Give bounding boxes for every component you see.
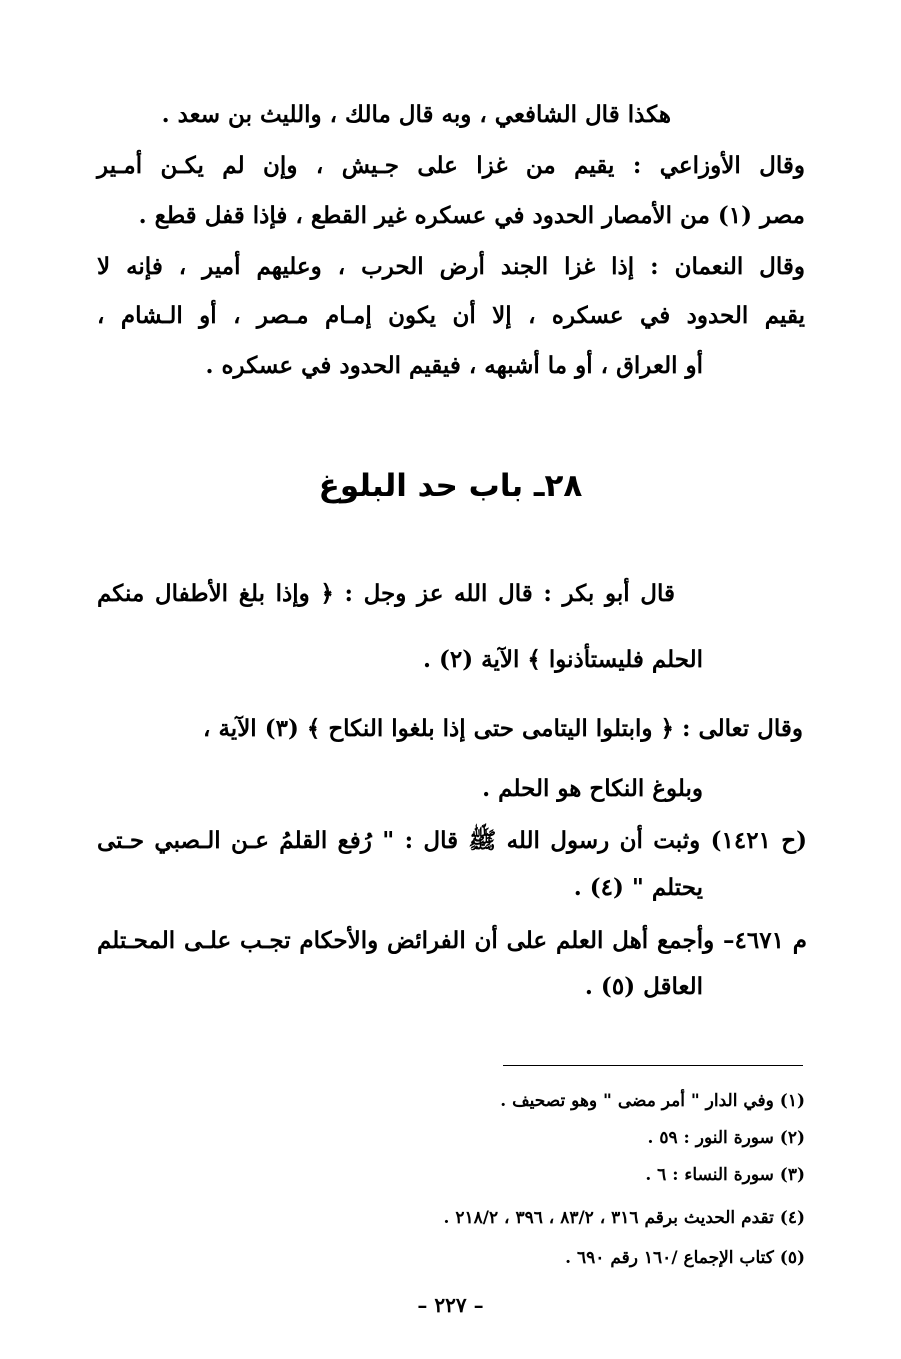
text-line: وقال الأوزاعي : يقيم من غزا على جـيش ، وإن لم يكـن أمـير: [97, 152, 805, 179]
text-line: الحلم فليستأذنوا ﴾ الآية (٢) .: [423, 646, 703, 673]
text-line: أو العراق ، أو ما أشبهه ، فيقيم الحدود في عسكره .: [205, 352, 703, 379]
text-line: م ٤٦٧١– وأجمع أهل العلم على أن الفرائض والأحكام تجـب علـى المحـتلم: [97, 927, 807, 954]
text-line: قال أبو بكر : قال الله عز وجل : ﴿ وإذا بلغ الأطفال منكم: [97, 580, 675, 607]
footnote: (٥) كتاب الإجماع /١٦٠ رقم ٦٩٠ .: [565, 1248, 805, 1268]
footnote: (١) وفي الدار " أمر مضى " وهو تصحيف .: [500, 1091, 805, 1111]
text-line: وقال تعالى : ﴿ وابتلوا اليتامى حتى إذا بلغوا النكاح ﴾ (٣) الآية ،: [203, 715, 803, 742]
footnote: (٤) تقدم الحديث برقم ٣١٦ ، ٨٣/٢ ، ٣٩٦ ، ٢١٨/٢ .: [443, 1208, 805, 1228]
text-line: (ح ١٤٢١) وثبت أن رسول الله ﷺ قال : " رُفع القلمُ عـن الـصبي حـتى: [97, 827, 807, 854]
text-line: يقيم الحدود في عسكره ، إلا أن يكون إمـام مـصر ، أو الـشام ،: [97, 302, 805, 329]
text-line: هكذا قال الشافعي ، وبه قال مالك ، والليث بن سعد .: [161, 101, 671, 128]
text-line: يحتلم " (٤) .: [573, 874, 703, 901]
footnote-rule: [503, 1065, 803, 1066]
text-line: مصر (١) من الأمصار الحدود في عسكره غير القطع ، فإذا قفل قطع .: [138, 202, 805, 229]
text-line: وبلوغ النكاح هو الحلم .: [482, 775, 703, 802]
footnote: (٣) سورة النساء : ٦ .: [645, 1165, 805, 1185]
section-heading: ٢٨ـ باب حد البلوغ: [318, 468, 583, 504]
page-number: – ٢٢٧ –: [417, 1293, 484, 1317]
text-line: العاقل (٥) .: [584, 973, 703, 1000]
text-line: وقال النعمان : إذا غزا الجند أرض الحرب ، وعليهم أمير ، فإنه لا: [97, 253, 805, 280]
footnote: (٢) سورة النور : ٥٩ .: [647, 1128, 805, 1148]
